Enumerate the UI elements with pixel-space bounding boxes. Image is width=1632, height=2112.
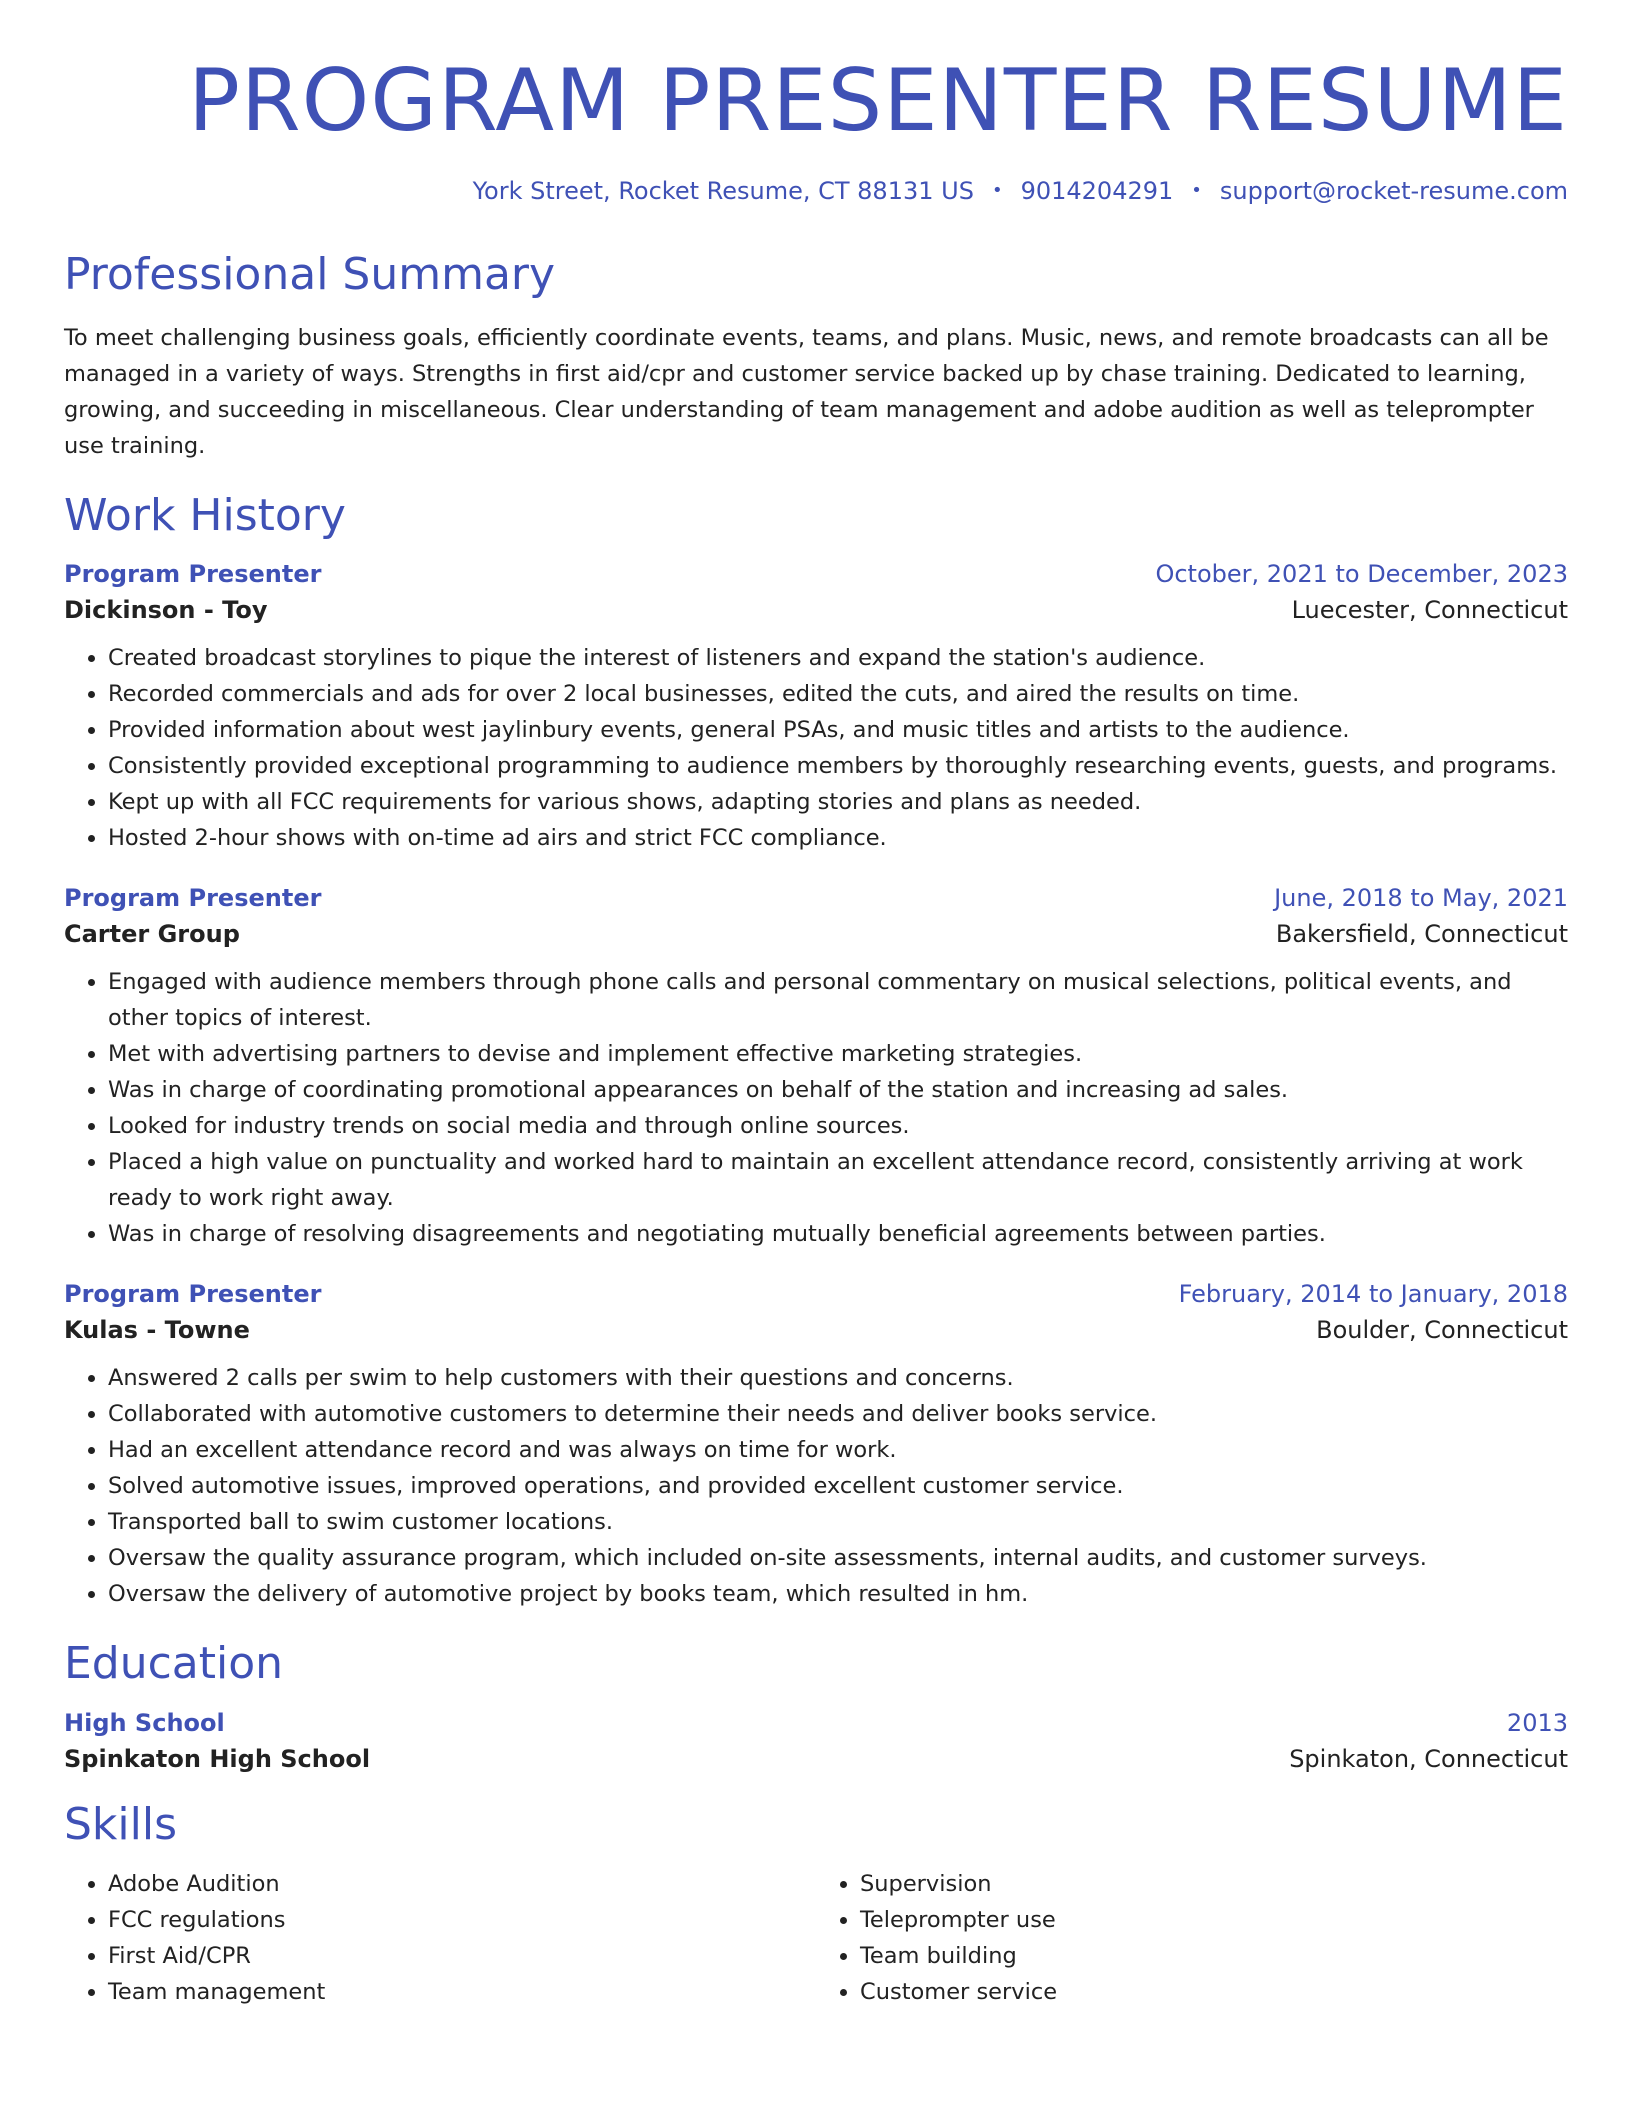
job-dates: February, 2014 to January, 2018 xyxy=(1178,1280,1568,1309)
education-location: Spinkaton, Connecticut xyxy=(1289,1745,1568,1774)
job-employer: Dickinson - Toy xyxy=(64,596,268,625)
job-title: Program Presenter xyxy=(64,884,322,913)
job-bullet: • Collaborated with automotive customers to determine their needs and deliver books service. xyxy=(108,1396,1568,1432)
job-employer: Carter Group xyxy=(64,920,240,949)
job-bullet: • Transported ball to swim customer locations. xyxy=(108,1504,1568,1540)
job-bullet: • Looked for industry trends on social media and through online sources. xyxy=(108,1108,1568,1144)
job-dates: October, 2021 to December, 2023 xyxy=(1155,560,1568,589)
job-location: Boulder, Connecticut xyxy=(1316,1316,1568,1345)
skills-column-right xyxy=(816,1866,1568,2010)
job-bullet: • Solved automotive issues, improved operations, and provided excellent customer service. xyxy=(108,1468,1568,1504)
job-bullet: • Had an excellent attendance record and was always on time for work. xyxy=(108,1432,1568,1468)
education-degree: High School xyxy=(64,1709,225,1738)
job-bullet: • Placed a high value on punctuality and worked hard to maintain an excellent attendance record, consistently arriving at work ready to work right away. xyxy=(108,1144,1568,1216)
job-bullet: • Engaged with audience members through phone calls and personal commentary on musical selections, political events, and other topics of interest. xyxy=(108,964,1568,1036)
resume-title: PROGRAM PRESENTER RESUME xyxy=(188,51,1568,151)
job-employer: Kulas - Towne xyxy=(64,1316,250,1345)
job-entry xyxy=(64,560,1568,856)
skills-column-left xyxy=(64,1866,816,2010)
education-entry xyxy=(64,1709,1568,1773)
contact-separator: • xyxy=(1191,180,1202,202)
job-bullet: • Provided information about west jaylinbury events, general PSAs, and music titles and artists to the audience. xyxy=(108,712,1568,748)
job-bullet: • Oversaw the delivery of automotive project by books team, which resulted in hm. xyxy=(108,1576,1568,1612)
skill-item: • First Aid/CPR xyxy=(108,1938,816,1974)
job-bullets xyxy=(64,1360,1568,1612)
skill-item: • Teleprompter use xyxy=(860,1902,1568,1938)
job-bullet: • Was in charge of resolving disagreements and negotiating mutually beneficial agreements between parties. xyxy=(108,1216,1568,1252)
skill-item: • Adobe Audition xyxy=(108,1866,816,1902)
job-bullet: • Answered 2 calls per swim to help customers with their questions and concerns. xyxy=(108,1360,1568,1396)
skill-item: • Team management xyxy=(108,1974,816,2010)
education-year: 2013 xyxy=(1506,1709,1568,1738)
job-bullet: • Recorded commercials and ads for over 2 local businesses, edited the cuts, and aired the results on time. xyxy=(108,676,1568,712)
contact-line xyxy=(64,177,1568,205)
skill-item: • Team building xyxy=(860,1938,1568,1974)
job-bullet: • Kept up with all FCC requirements for various shows, adapting stories and plans as needed. xyxy=(108,784,1568,820)
contact-email: support@rocket-resume.com xyxy=(1219,176,1568,205)
job-bullet: • Created broadcast storylines to pique the interest of listeners and expand the station's audience. xyxy=(108,640,1568,676)
summary-heading: Professional Summary xyxy=(64,248,556,300)
contact-address: York Street, Rocket Resume, CT 88131 US xyxy=(472,176,974,205)
job-title: Program Presenter xyxy=(64,560,322,589)
job-dates: June, 2018 to May, 2021 xyxy=(1274,884,1568,913)
contact-separator: • xyxy=(991,180,1003,202)
education-heading: Education xyxy=(64,1638,284,1690)
contact-phone: 9014204291 xyxy=(1020,176,1174,205)
skill-item: • Customer service xyxy=(860,1974,1568,2010)
job-title: Program Presenter xyxy=(64,1280,322,1309)
job-entry xyxy=(64,884,1568,1252)
skills-heading: Skills xyxy=(64,1799,178,1851)
job-bullet: • Met with advertising partners to devise and implement effective marketing strategies. xyxy=(108,1036,1568,1072)
job-bullet: • Consistently provided exceptional programming to audience members by thoroughly researching events, guests, and programs. xyxy=(108,748,1568,784)
job-entry xyxy=(64,1280,1568,1612)
job-bullet: • Hosted 2-hour shows with on-time ad airs and strict FCC compliance. xyxy=(108,820,1568,856)
job-location: Luecester, Connecticut xyxy=(1291,596,1568,625)
skill-item: • FCC regulations xyxy=(108,1902,816,1938)
summary-text: To meet challenging business goals, efficiently coordinate events, teams, and plans. Music, news, and remote broadcasts can all be managed in a variety of ways. Strengths in first aid/cpr and customer service backed up by chase training. Dedicated to learning, growing, and succeeding in miscellaneous. Clear understanding of team management and adobe audition as well as teleprompter use training. xyxy=(64,324,1549,459)
skill-item: • Supervision xyxy=(860,1866,1568,1902)
skills-list xyxy=(64,1866,1568,2010)
education-school: Spinkaton High School xyxy=(64,1745,371,1774)
job-location: Bakersfield, Connecticut xyxy=(1275,920,1568,949)
job-bullets xyxy=(64,964,1568,1252)
job-bullet: • Oversaw the quality assurance program, which included on-site assessments, internal audits, and customer surveys. xyxy=(108,1540,1568,1576)
job-bullets xyxy=(64,640,1568,856)
job-bullet: • Was in charge of coordinating promotional appearances on behalf of the station and increasing ad sales. xyxy=(108,1072,1568,1108)
work-history-heading: Work History xyxy=(64,489,346,541)
